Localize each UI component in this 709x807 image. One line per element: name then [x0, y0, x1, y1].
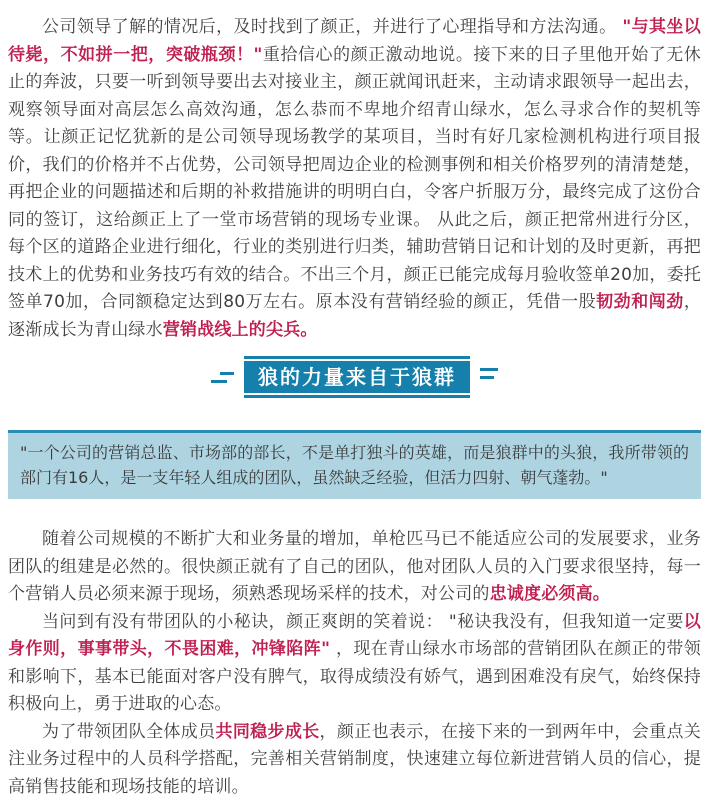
text-segment: 重拾信心的颜正激动地说。接下来的日子里他开始了无休止的奔波，只要一听到领导要出去对接业主，颜正就闻讯赶来，主动请求跟领导一起出去，观察领导面对高层怎么高效沟通，怎么恭而不卑地介绍青山绿水，怎么寻求合作的契机等等。让颜正记忆犹新的是公司领导现场教学的某项目，当时有好几家检测机构进行项目报价，我们的价格并不占优势，公司领导把周边企业的检测事例和相关价格罗列的清清楚楚，再把企业的问题描述和后期的补救措施讲的明明白白，令客户折服万分，最终完成了这份合同的签订，这给颜正上了一堂市场营销的现场专业课。 从此之后，颜正把常州进行分区，每个区的道路企业进行细化，行业的类别进行归类，辅助营销日记和计划的及时更新，再把技术上的优势和业务技巧有效的结合。不出三个月，颜正已能完成每月验收签单20加，委托签单70加，合同额稳定达到80万左右。原本没有营销经验的颜正，凭借一股 — [8, 44, 702, 312]
text-segment: 当问到有没有带团队的小秘诀，颜正爽朗的笑着说： "秘诀我没有，但我知道一定要 — [42, 611, 684, 632]
text-segment: 为了带领团队全体成员 — [42, 721, 216, 742]
emphasis-segment: 韧劲和闯劲 — [596, 292, 684, 312]
dash-icon — [220, 372, 234, 375]
text-segment: 公司领导了解的情况后，及时找到了颜正，并进行了心理指导和方法沟通。 — [42, 17, 623, 37]
heading-box — [244, 356, 470, 398]
heading-top-bar — [244, 356, 470, 359]
emphasis-segment: 以身作则，事事带头，不畏困难，冲锋陷阵" — [8, 611, 701, 659]
text-segment: ，现在青山绿水市场部的营销团队在颜正的带领和影响下，基本已能面对客户没有脾气，取得成绩没有娇气，遇到困难没有戾气，始终保持积极向上，勇于进取的心态。 — [8, 639, 701, 714]
heading-dashes-left-icon — [211, 372, 234, 383]
text-segment: ，颜正也表示，在接下来的一到两年中，会重点关注业务过程中的人员科学搭配，完善相关营销制度，快速建立每位新进营销人员的信心，提高销售技能和现场技能的培训。 — [8, 721, 702, 797]
emphasis-segment: "与其坐以待毙，不如拼一把，突破瓶颈！" — [8, 17, 702, 65]
section-heading — [8, 356, 701, 398]
paragraph-3 — [8, 609, 701, 719]
dash-icon — [480, 368, 498, 371]
heading-dashes-right-icon — [480, 368, 498, 379]
dash-icon — [211, 380, 227, 383]
section-heading-title: 狼的力量来自于狼群 — [244, 361, 470, 393]
emphasis-segment: 忠诚度必须高。 — [489, 584, 611, 604]
pull-quote-block — [8, 430, 701, 499]
emphasis-segment: 共同稳步成长 — [215, 721, 320, 742]
paragraph-2 — [8, 526, 701, 609]
pull-quote-text: "一个公司的营销总监、市场部的部长，不是单打独斗的英雄，而是狼群中的头狼，我所带领的部门有16人，是一支年轻人组成的团队，虽然缺乏经验，但活力四射、朝气蓬勃。" — [20, 443, 689, 487]
emphasis-segment: 营销战线上的尖兵。 — [162, 319, 318, 340]
paragraph-4 — [8, 719, 701, 802]
dash-icon — [480, 376, 494, 379]
paragraph-1 — [8, 14, 701, 344]
heading-bottom-bar — [244, 395, 470, 398]
text-segment: ，逐渐成长为青山绿水 — [8, 292, 702, 340]
text-segment: 随着公司规模的不断扩大和业务量的增加，单枪匹马已不能适应公司的发展要求，业务团队的组建是必然的。很快颜正就有了自己的团队，他对团队人员的入门要求很坚持，每一个营销人员必须来源于现场，须熟悉现场采样的技术，对公司的 — [8, 529, 701, 604]
